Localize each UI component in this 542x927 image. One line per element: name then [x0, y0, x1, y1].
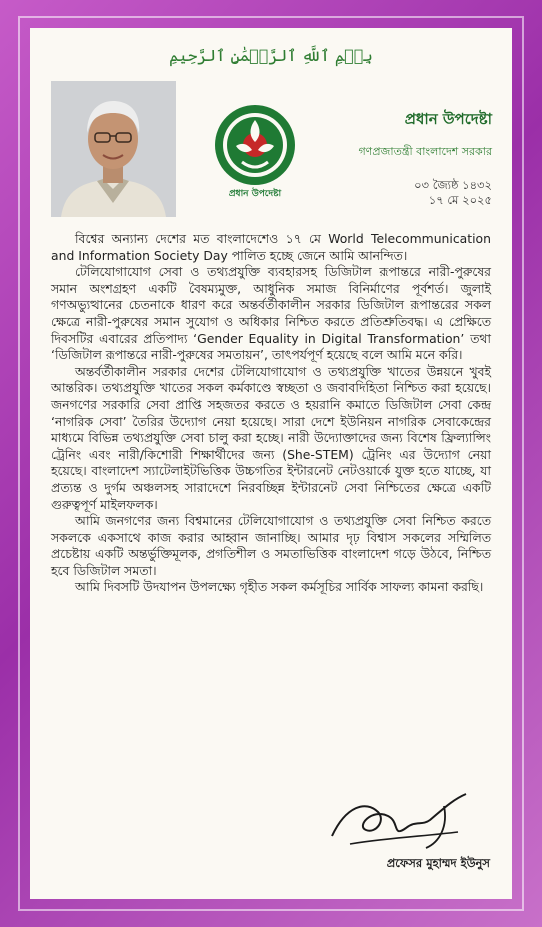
bismillah-calligraphy: بِسۡمِ ٱللَّهِ ٱلرَّحۡمَٰنِ ٱلرَّحِيمِ: [169, 46, 373, 65]
message-paragraph: অন্তর্বর্তীকালীন সরকার দেশের টেলিযোগাযোগ ও তথ্যপ্রযুক্তি খাতের উন্নয়নে খুবই আন্তরিক। তথ্যপ্রযুক্তি খাতের সকল কর্মকাণ্ডে স্বচ্ছতা ও জবাবদিহিতা নিশ্চিত করা হয়েছে। জনগণের সরকারি সেবা প্রাপ্তি সহজতর করতে ও হয়রানি কমাতে ডিজিটাল সেবা কেন্দ্র ‘নাগরিক সেবা’ তৈরির উদ্যোগ নেয়া হয়েছে। সারা দেশে ইউনিয়ন নাগরিক সেবাকেন্দ্রের মাধ্যমে বিভিন্ন তথ্যপ্রযুক্তি সেবা চালু করা হচ্ছে। নারী উদ্যোক্তাদের জন্য বিশেষ ফ্রিল্যান্সিং ট্রেনিং এবং নারী/কিশোরী শিক্ষার্থীদের জন্য (She-STEM) ট্রেনিং এর উদ্যোগ নেয়া হয়েছে। বাংলাদেশ স্যাটেলাইটভিত্তিক উচ্চগতির ইন্টারনেট নেটওয়ার্কে যুক্ত হতে যাচ্ছে, যা প্রত্যন্ত ও দুর্গম অঞ্চলসহ সারাদেশে নিরবচ্ছিন্ন ইন্টারনেট সেবা নিশ্চিতের ক্ষেত্রে একটি গুরুত্বপূর্ণ মাইলফলক।: [51, 363, 491, 512]
handwritten-signature: [326, 786, 476, 858]
date-bangla: ০৩ জ্যৈষ্ঠ ১৪৩২: [414, 178, 492, 192]
emblem-caption: প্রধান উপদেষ্টা: [228, 189, 282, 199]
message-body: [51, 231, 491, 596]
date-block: [358, 178, 492, 208]
message-paragraph: আমি দিবসটি উদযাপন উপলক্ষ্যে গৃহীত সকল কর্মসূচির সার্বিক সাফল্য কামনা করছি।: [75, 579, 484, 595]
date-english: ১৭ মে ২০২৫: [428, 193, 492, 207]
office-header: [358, 108, 492, 208]
message-card: [30, 28, 512, 899]
portrait-photo: [51, 81, 176, 217]
message-paragraph: বিশ্বের অন্যান্য দেশের মত বাংলাদেশেও ১৭ মে World Telecommunication and Information Society Day পালিত হচ্ছে জেনে আমি আনন্দিত।: [51, 231, 491, 263]
office-title: প্রধান উপদেষ্টা: [404, 110, 492, 128]
government-emblem-logo: [212, 102, 298, 202]
signer-name: প্রফেসর মুহাম্মদ ইউনুস: [386, 856, 490, 870]
message-paragraph: আমি জনগণের জন্য বিশ্বমানের টেলিযোগাযোগ ও তথ্যপ্রযুক্তি সেবা নিশ্চিত করতে সকলকে একসাথে কাজ করার আহ্বান জানাচ্ছি। আমার দৃঢ় বিশ্বাস সকলের সম্মিলিত প্রচেষ্টায় একটি অন্তর্ভুক্তিমূলক, প্রগতিশীল ও সমতাভিত্তিক বাংলাদেশ গড়ে উঠবে, নিশ্চিত হবে ডিজিটাল সমতা।: [51, 513, 491, 578]
message-paragraph: টেলিযোগাযোগ সেবা ও তথ্যপ্রযুক্তি ব্যবহারসহ ডিজিটাল রূপান্তরে নারী-পুরুষের সমান অংশগ্রহণ একটি বৈষম্যমুক্ত, আধুনিক সমাজ বিনির্মাণের পূর্বশর্ত। জুলাই গণঅভ্যুত্থানের চেতনাকে ধারণ করে অন্তর্বর্তীকালীন সরকার ডিজিটাল রূপান্তরের সকল ক্ষেত্রে নারী-পুরুষের সমান সুযোগ ও অধিকার নিশ্চিত করতে প্রতিশ্রুতিবদ্ধ। এ প্রেক্ষিতে দিবসটির এবারের প্রতিপাদ্য ‘Gender Equality in Digital Transformation’ তথা ‘ডিজিটাল রূপান্তরে নারী-পুরুষের সমতায়ন’, তাৎপর্যপূর্ণ হয়েছে বলে আমি মনে করি।: [51, 264, 491, 363]
office-subtitle: গণপ্রজাতন্ত্রী বাংলাদেশ সরকার: [358, 145, 492, 158]
